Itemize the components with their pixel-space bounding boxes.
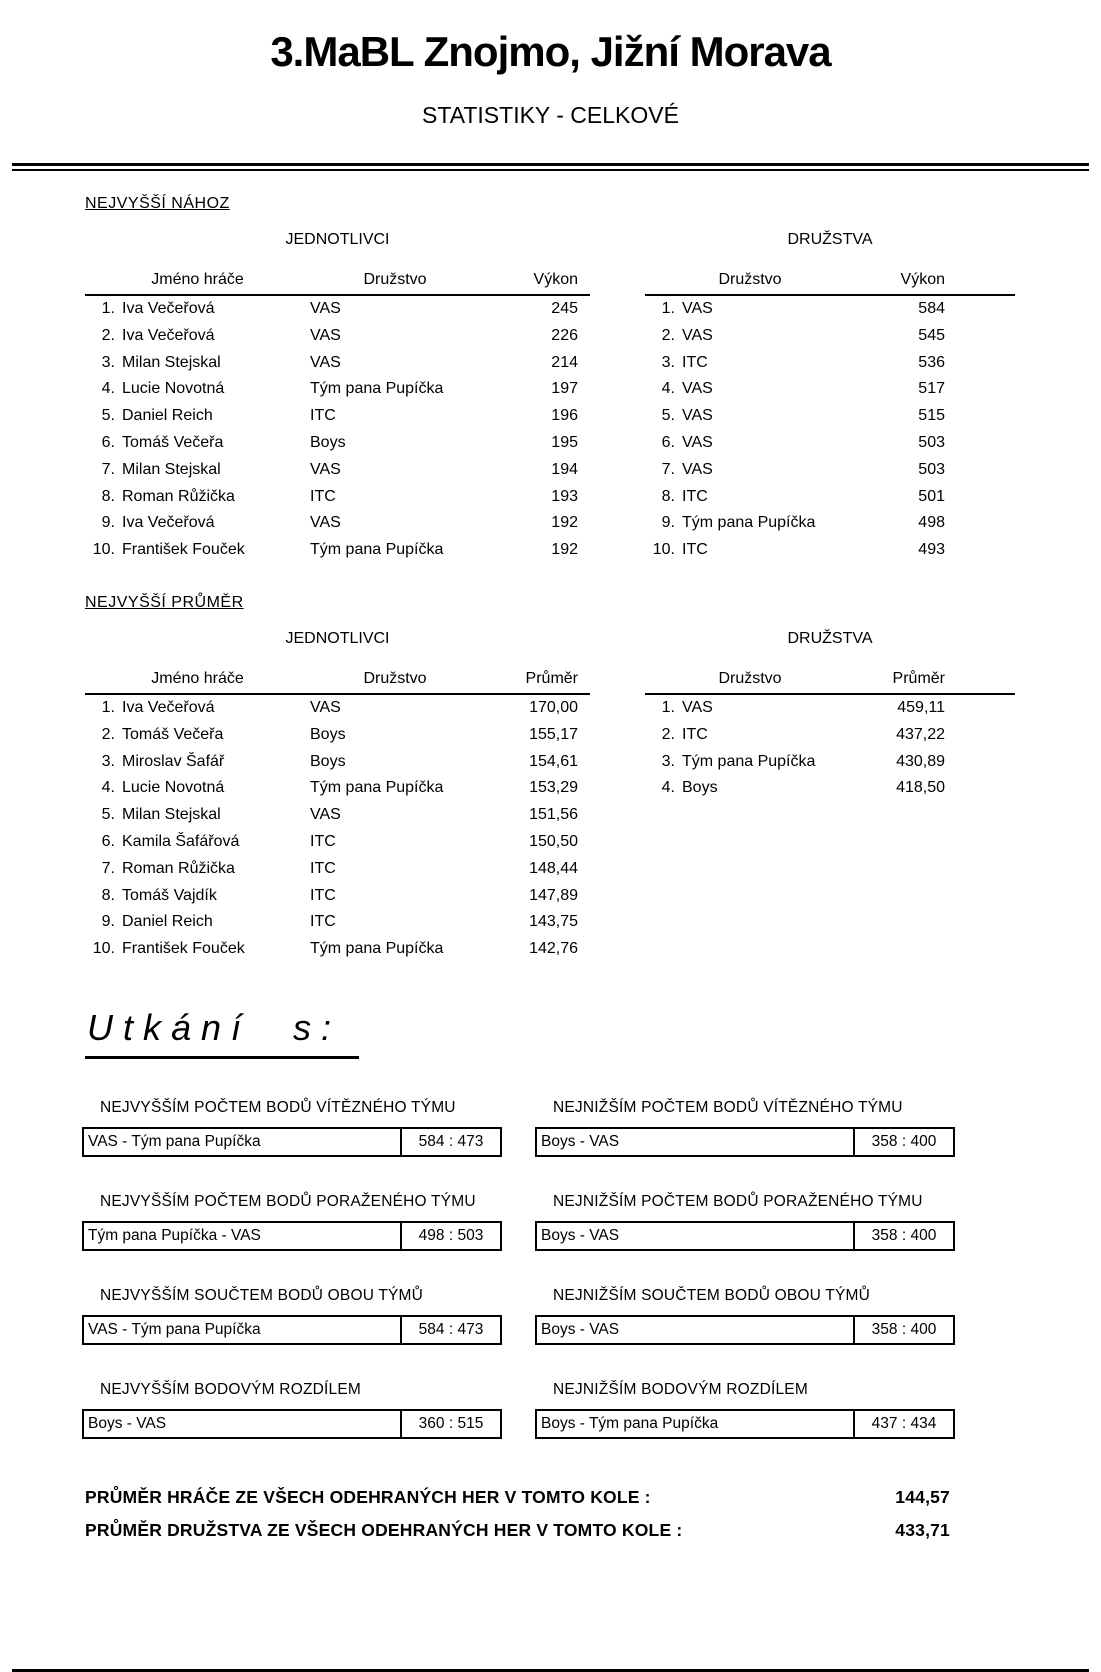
rank: 7. <box>661 460 675 478</box>
table-row <box>645 296 1015 323</box>
team-name: VAS <box>310 460 341 478</box>
match-teams: VAS - Tým pana Pupíčka <box>88 1132 261 1150</box>
team-name: ITC <box>310 859 336 877</box>
table-row <box>645 484 1015 511</box>
rank: 8. <box>101 487 115 505</box>
player-name: Iva Večeřová <box>122 514 215 532</box>
match-box <box>82 1221 502 1251</box>
summary-value: 433,71 <box>895 1519 950 1540</box>
value: 437,22 <box>896 725 945 743</box>
team-name: ITC <box>310 832 336 850</box>
section-highest-average <box>85 594 1101 963</box>
table-header-row <box>645 271 1015 296</box>
match-box <box>82 1315 502 1345</box>
value: 147,89 <box>529 886 578 904</box>
match-label: NEJVYŠŠÍM BODOVÝM ROZDÍLEM <box>100 1380 361 1398</box>
table-row <box>85 376 590 403</box>
player-name: Milan Stejskal <box>122 353 221 371</box>
value: 214 <box>551 353 578 371</box>
column-header-team: Družstvo <box>363 669 427 687</box>
match-label: NEJVYŠŠÍM POČTEM BODŮ VÍTĚZNÉHO TÝMU <box>100 1098 456 1116</box>
table-row <box>85 909 590 936</box>
value: 584 <box>918 300 945 317</box>
match-teams: Boys - VAS <box>541 1226 620 1244</box>
value: 503 <box>918 433 945 451</box>
rank: 9. <box>101 514 115 532</box>
column-header-value: Průměr <box>892 669 945 687</box>
summary-label: PRŮMĚR DRUŽSTVA ZE VŠECH ODEHRANÝCH HER V TOMTO KOLE : <box>85 1519 683 1540</box>
match-score: 358 : 400 <box>853 1223 953 1249</box>
table-row <box>85 775 590 802</box>
rank: 8. <box>661 487 675 505</box>
column-header-team: Družstvo <box>718 271 782 288</box>
player-name: Roman Růžička <box>122 859 235 877</box>
value: 193 <box>551 487 578 505</box>
table-row <box>85 403 590 430</box>
match-record <box>82 1381 502 1439</box>
value: 148,44 <box>529 859 578 877</box>
rank: 1. <box>661 698 675 716</box>
match-label: NEJVYŠŠÍM POČTEM BODŮ PORAŽENÉHO TÝMU <box>100 1192 476 1210</box>
team-name: Boys <box>310 725 346 743</box>
column-header-team: Družstvo <box>718 669 782 687</box>
table-row <box>645 775 1015 802</box>
team-name: Tým pana Pupíčka <box>310 940 444 958</box>
value: 503 <box>918 460 945 478</box>
match-label: NEJNIŽŠÍM POČTEM BODŮ VÍTĚZNÉHO TÝMU <box>553 1098 903 1116</box>
column-header-value: Výkon <box>900 271 945 288</box>
match-teams: VAS - Tým pana Pupíčka <box>88 1320 261 1338</box>
value: 501 <box>918 487 945 505</box>
table-row <box>85 695 590 722</box>
player-name: Kamila Šafářová <box>122 832 240 850</box>
table-row <box>85 722 590 749</box>
value: 245 <box>551 300 578 317</box>
table-header-row <box>85 670 590 695</box>
summary-label: PRŮMĚR HRÁČE ZE VŠECH ODEHRANÝCH HER V TOMTO KOLE : <box>85 1486 651 1507</box>
player-name: Milan Stejskal <box>122 806 221 824</box>
player-name: Tomáš Večeřa <box>122 725 224 743</box>
round-summary <box>85 1487 1101 1541</box>
table-row <box>85 883 590 910</box>
player-name: Miroslav Šafář <box>122 752 225 770</box>
page-title: 3.MaBL Znojmo, Jižní Morava <box>270 28 831 75</box>
match-score: 584 : 473 <box>400 1317 500 1343</box>
value: 459,11 <box>897 698 945 716</box>
value: 142,76 <box>529 940 578 958</box>
column-header-value: Výkon <box>533 271 578 288</box>
match-score: 584 : 473 <box>400 1129 500 1155</box>
table-row <box>85 350 590 377</box>
column-header-team: Družstvo <box>363 271 427 288</box>
team-name: ITC <box>310 886 336 904</box>
value: 196 <box>551 407 578 425</box>
rank: 4. <box>661 779 675 797</box>
match-record <box>82 1193 502 1251</box>
team-name: Tým pana Pupíčka <box>310 779 444 797</box>
value: 197 <box>551 380 578 398</box>
match-records <box>82 1099 1101 1439</box>
match-teams: Boys - VAS <box>541 1320 620 1338</box>
table-row <box>85 430 590 457</box>
team-name: VAS <box>682 300 713 317</box>
rank: 10. <box>92 940 115 958</box>
match-box <box>535 1315 955 1345</box>
team-name: VAS <box>682 380 713 398</box>
match-teams: Boys - Tým pana Pupíčka <box>541 1414 719 1432</box>
table-row <box>85 323 590 350</box>
rank: 1. <box>661 300 675 317</box>
table-row <box>85 802 590 829</box>
value: 151,56 <box>529 806 578 824</box>
rank: 2. <box>661 725 675 743</box>
match-teams: Boys - VAS <box>541 1132 620 1150</box>
match-label: NEJNIŽŠÍM POČTEM BODŮ PORAŽENÉHO TÝMU <box>553 1192 923 1210</box>
team-name: ITC <box>310 407 336 425</box>
rank: 10. <box>92 541 115 559</box>
rank: 5. <box>101 407 115 425</box>
team-name: VAS <box>310 806 341 824</box>
team-name: VAS <box>682 407 713 425</box>
value: 545 <box>918 326 945 344</box>
summary-line <box>85 1520 1101 1541</box>
table-caption: DRUŽSTVA <box>787 629 873 647</box>
value: 195 <box>551 433 578 451</box>
team-name: ITC <box>682 353 708 371</box>
match-record <box>535 1381 955 1439</box>
value: 536 <box>918 353 945 371</box>
rank: 7. <box>101 460 115 478</box>
table-header-row <box>645 670 1015 695</box>
value: 515 <box>918 407 945 425</box>
table-row <box>645 350 1015 377</box>
match-score: 360 : 515 <box>400 1411 500 1437</box>
teams-table <box>645 630 1015 963</box>
team-name: VAS <box>682 698 713 716</box>
rank: 4. <box>101 779 115 797</box>
rank: 2. <box>101 326 115 344</box>
value: 155,17 <box>529 725 578 743</box>
table-row <box>85 829 590 856</box>
value: 153,29 <box>529 779 578 797</box>
individuals-table <box>85 231 590 564</box>
rank: 6. <box>101 433 115 451</box>
table-row <box>645 376 1015 403</box>
rank: 3. <box>101 353 115 371</box>
match-box <box>535 1221 955 1251</box>
teams-table <box>645 231 1015 564</box>
table-caption: JEDNOTLIVCI <box>285 629 390 647</box>
team-name: ITC <box>310 487 336 505</box>
player-name: Roman Růžička <box>122 487 235 505</box>
summary-value: 144,57 <box>895 1486 950 1507</box>
value: 192 <box>551 541 578 559</box>
rank: 7. <box>101 859 115 877</box>
match-score: 498 : 503 <box>400 1223 500 1249</box>
table-row <box>645 403 1015 430</box>
match-label: NEJNIŽŠÍM SOUČTEM BODŮ OBOU TÝMŮ <box>553 1286 870 1304</box>
player-name: Lucie Novotná <box>122 779 225 797</box>
rank: 9. <box>661 514 675 532</box>
table-row <box>645 749 1015 776</box>
player-name: Daniel Reich <box>122 407 213 425</box>
value: 154,61 <box>529 752 578 770</box>
table-row <box>645 722 1015 749</box>
match-box <box>535 1127 955 1157</box>
value: 194 <box>551 460 578 478</box>
rank: 3. <box>661 752 675 770</box>
player-name: Daniel Reich <box>122 913 213 931</box>
match-record <box>535 1099 955 1157</box>
table-row <box>85 936 590 963</box>
section-heading: NEJVYŠŠÍ NÁHOZ <box>85 195 230 212</box>
summary-line <box>85 1487 1101 1508</box>
match-record <box>82 1287 502 1345</box>
player-name: Lucie Novotná <box>122 380 225 398</box>
match-record <box>82 1099 502 1157</box>
team-name: VAS <box>310 353 341 371</box>
team-name: Tým pana Pupíčka <box>682 752 816 770</box>
rank: 1. <box>101 300 115 317</box>
match-box <box>82 1409 502 1439</box>
team-name: ITC <box>310 913 336 931</box>
rank: 5. <box>101 806 115 824</box>
rank: 10. <box>652 541 675 559</box>
match-score: 437 : 434 <box>853 1411 953 1437</box>
team-name: Tým pana Pupíčka <box>310 380 444 398</box>
match-box <box>82 1127 502 1157</box>
rank: 5. <box>661 407 675 425</box>
value: 143,75 <box>529 913 578 931</box>
rank: 4. <box>101 380 115 398</box>
match-record <box>535 1287 955 1345</box>
player-name: Iva Večeřová <box>122 698 215 716</box>
value: 170,00 <box>529 698 578 716</box>
match-label: NEJVYŠŠÍM SOUČTEM BODŮ OBOU TÝMŮ <box>100 1286 424 1304</box>
match-score: 358 : 400 <box>853 1317 953 1343</box>
table-row <box>85 749 590 776</box>
match-box <box>535 1409 955 1439</box>
table-row <box>85 537 590 564</box>
page-subtitle: STATISTIKY - CELKOVÉ <box>422 102 679 128</box>
table-row <box>85 856 590 883</box>
rank: 6. <box>101 832 115 850</box>
team-name: Tým pana Pupíčka <box>310 541 444 559</box>
rank: 9. <box>101 913 115 931</box>
matches-heading: Utkání s: <box>85 1007 359 1059</box>
match-score: 358 : 400 <box>853 1129 953 1155</box>
table-row <box>85 510 590 537</box>
individuals-table <box>85 630 590 963</box>
team-name: VAS <box>310 698 341 716</box>
section-heading: NEJVYŠŠÍ PRŮMĚR <box>85 593 244 611</box>
rank: 6. <box>661 433 675 451</box>
rank: 8. <box>101 886 115 904</box>
rank: 2. <box>101 725 115 743</box>
column-header-name: Jméno hráče <box>151 271 244 288</box>
player-name: František Fouček <box>122 940 245 958</box>
header-divider <box>12 163 1089 171</box>
team-name: Boys <box>310 752 346 770</box>
player-name: František Fouček <box>122 541 245 559</box>
value: 226 <box>551 326 578 344</box>
table-row <box>645 537 1015 564</box>
rank: 1. <box>101 698 115 716</box>
table-row <box>85 296 590 323</box>
table-caption: JEDNOTLIVCI <box>285 231 390 248</box>
value: 498 <box>918 514 945 532</box>
match-label: NEJNIŽŠÍM BODOVÝM ROZDÍLEM <box>553 1380 808 1398</box>
player-name: Tomáš Vajdík <box>122 886 217 904</box>
player-name: Iva Večeřová <box>122 300 215 317</box>
match-teams: Boys - VAS <box>88 1414 167 1432</box>
team-name: VAS <box>310 514 341 532</box>
value: 150,50 <box>529 832 578 850</box>
match-record <box>535 1193 955 1251</box>
column-header-name: Jméno hráče <box>151 669 244 687</box>
table-row <box>645 323 1015 350</box>
team-name: VAS <box>682 326 713 344</box>
value: 192 <box>551 514 578 532</box>
team-name: ITC <box>682 725 708 743</box>
value: 418,50 <box>896 779 945 797</box>
value: 517 <box>918 380 945 398</box>
rank: 2. <box>661 326 675 344</box>
rank: 4. <box>661 380 675 398</box>
column-header-value: Průměr <box>525 669 578 687</box>
table-header-row <box>85 271 590 296</box>
table-row <box>645 430 1015 457</box>
team-name: VAS <box>682 460 713 478</box>
team-name: Boys <box>310 433 346 451</box>
team-name: VAS <box>310 300 341 317</box>
value: 493 <box>918 541 945 559</box>
team-name: ITC <box>682 541 708 559</box>
team-name: Boys <box>682 779 718 797</box>
rank: 3. <box>661 353 675 371</box>
team-name: VAS <box>682 433 713 451</box>
player-name: Milan Stejskal <box>122 460 221 478</box>
table-row <box>645 695 1015 722</box>
player-name: Tomáš Večeřa <box>122 433 224 451</box>
table-row <box>645 457 1015 484</box>
table-caption: DRUŽSTVA <box>787 231 873 248</box>
table-row <box>85 484 590 511</box>
table-row <box>85 457 590 484</box>
team-name: ITC <box>682 487 708 505</box>
match-teams: Tým pana Pupíčka - VAS <box>88 1226 261 1244</box>
table-row <box>645 510 1015 537</box>
value: 430,89 <box>896 752 945 770</box>
player-name: Iva Večeřová <box>122 326 215 344</box>
team-name: VAS <box>310 326 341 344</box>
team-name: Tým pana Pupíčka <box>682 514 816 532</box>
rank: 3. <box>101 752 115 770</box>
section-highest-throw <box>85 195 1101 564</box>
